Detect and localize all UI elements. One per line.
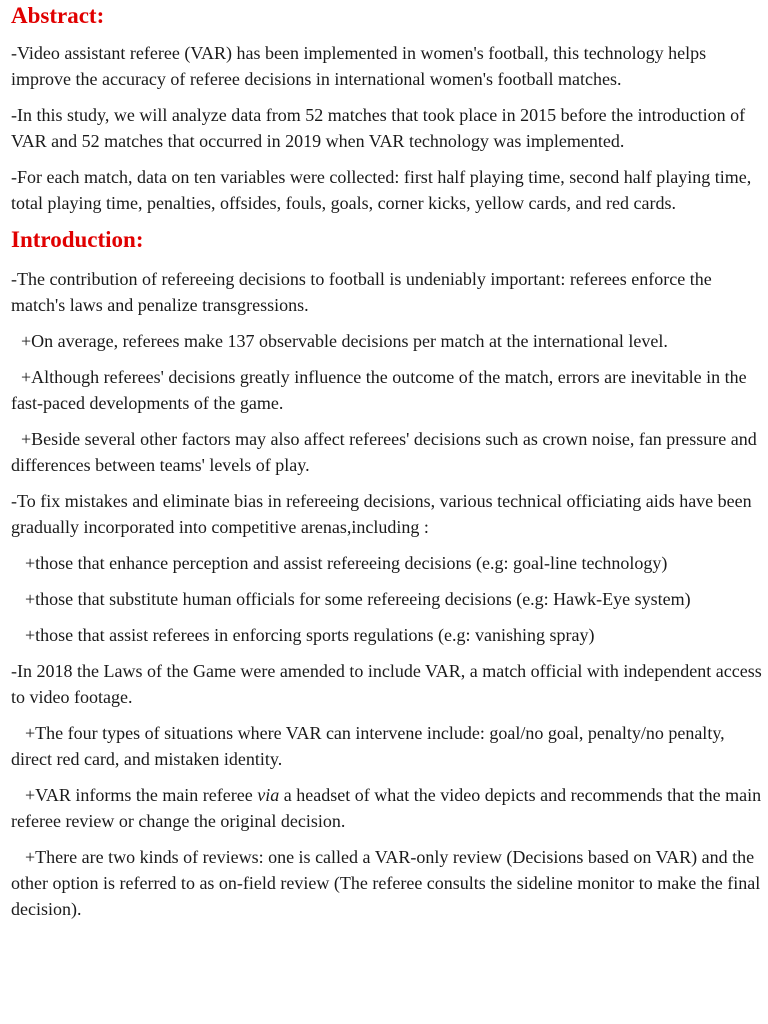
abstract-paragraph: -For each match, data on ten variables were collected: first half playing time, second half playing time, total playing time, penalties, offsides, fouls, goals, corner kicks, yellow cards, and red cards.	[11, 167, 752, 213]
introduction-sub-point: +Although referees' decisions greatly influence the outcome of the match, errors are inevitable in the fast-paced developments of the game.	[11, 367, 747, 413]
introduction-paragraph: -In 2018 the Laws of the Game were amended to include VAR, a match official with independent access to video footage.	[11, 661, 762, 707]
introduction-paragraph: -The contribution of refereeing decisions to football is undeniably important: referees enforce the match's laws and penalize transgressions.	[11, 269, 712, 315]
introduction-sub-point: +On average, referees make 137 observable decisions per match at the international level.	[21, 331, 668, 351]
italic-word: via	[257, 785, 280, 805]
introduction-sub-point: +those that assist referees in enforcing sports regulations (e.g: vanishing spray)	[25, 625, 595, 645]
introduction-sub-point: +Beside several other factors may also affect referees' decisions such as crown noise, fan pressure and differences between teams' levels of play.	[11, 429, 757, 475]
sub-point-text: +VAR informs the main referee	[25, 785, 258, 805]
introduction-sub-point: +The four types of situations where VAR can intervene include: goal/no goal, penalty/no penalty, direct red card, and mistaken identity.	[11, 723, 725, 769]
introduction-heading: Introduction:	[11, 227, 144, 252]
introduction-sub-point: +those that enhance perception and assist refereeing decisions (e.g: goal-line technology)	[25, 553, 668, 573]
sub-point-text: a headset of what the video depicts and recommends that the main referee review or change the original decision.	[11, 785, 762, 831]
introduction-sub-point	[11, 782, 768, 834]
abstract-paragraph: -In this study, we will analyze data from 52 matches that took place in 2015 before the introduction of VAR and 52 matches that occurred in 2019 when VAR technology was implemented.	[11, 105, 746, 151]
introduction-sub-point: +those that substitute human officials for some refereeing decisions (e.g: Hawk-Eye system)	[25, 589, 691, 609]
abstract-heading: Abstract:	[11, 3, 105, 28]
abstract-paragraph: -Video assistant referee (VAR) has been implemented in women's football, this technology helps improve the accuracy of referee decisions in international women's football matches.	[11, 43, 707, 89]
introduction-sub-point: +There are two kinds of reviews: one is called a VAR-only review (Decisions based on VAR) and the other option is referred to as on-field review (The referee consults the sideline monitor to make the final decision).	[11, 847, 761, 919]
introduction-paragraph: -To fix mistakes and eliminate bias in refereeing decisions, various technical officiating aids have been gradually incorporated into competitive arenas,including :	[11, 491, 752, 537]
